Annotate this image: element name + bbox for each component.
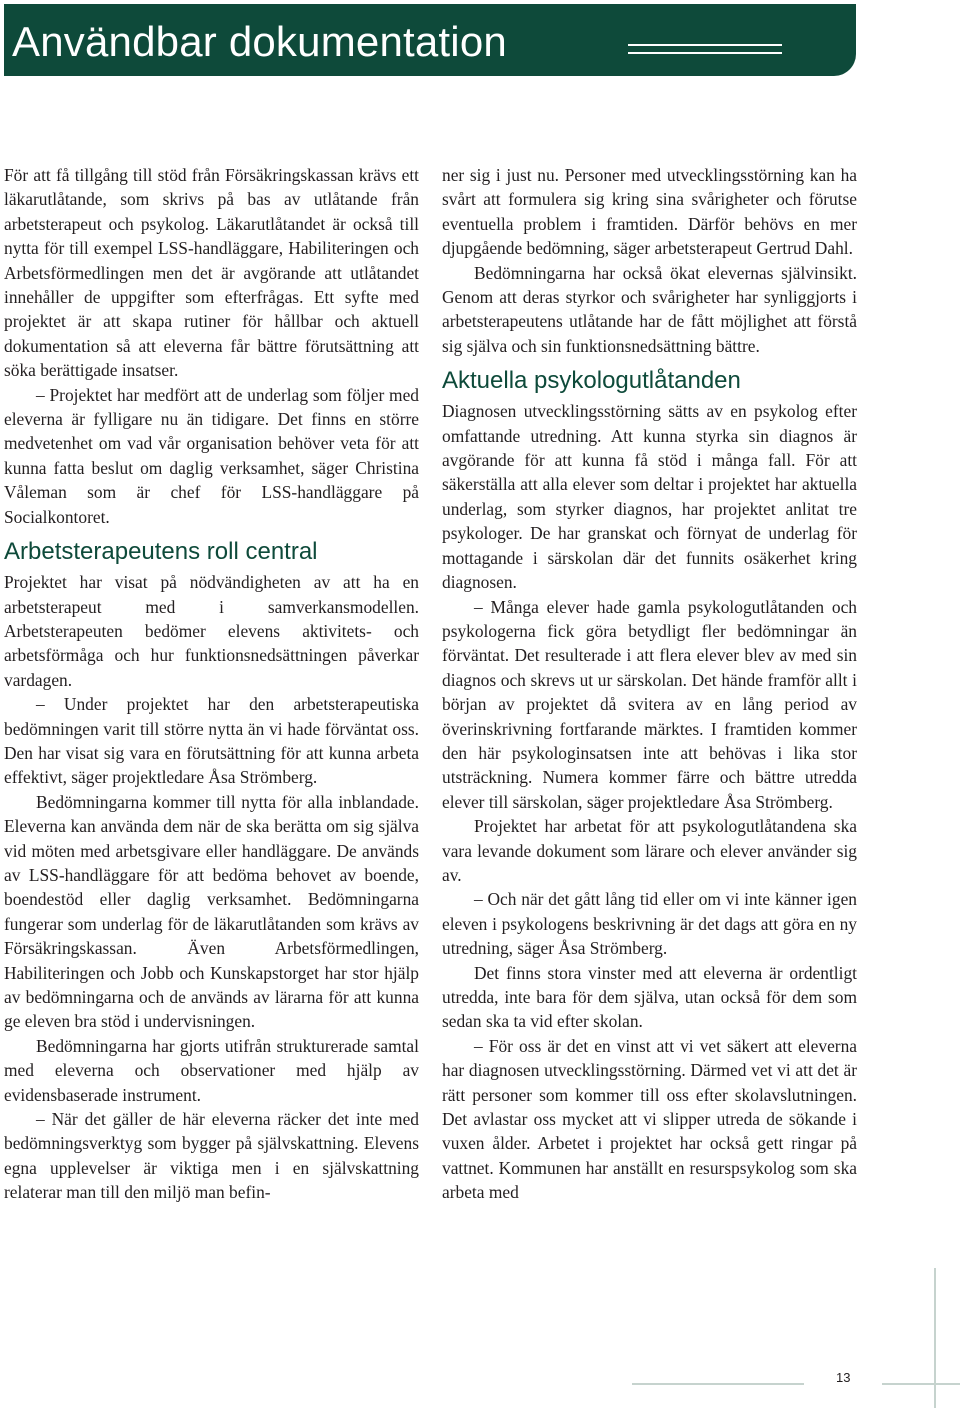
page-number: 13 [836, 1370, 851, 1385]
paragraph: För att få tillgång till stöd från Försäkringskassan krävs ett läkarutlåtande, som skrivs på bas av utlåtande från arbetsterapeut och psykolog. Läkarutlåtandet är också till nytta för till exempel LSS-handläggare, Habiliteringen och Arbetsförmedlingen men det är avgörande att utlåtandet innehåller de uppgifter som efterfrågas. Ett syfte med projektet är att skapa rutiner för hållbar och aktuell dokumentation så att eleverna får bättre förutsättning att söka berättigade insatser. [4, 165, 419, 381]
paragraph: – För oss är det en vinst att vi vet säkert att eleverna har diagnosen utvecklingsstörning. Därmed vet vi att det är rätt personer som kommer till oss efter skolavslutningen. Det avlastar oss mycket att vi slipper utreda de sökande i vuxen ålder. Arbetet i projektet har också gett ringar på vattnet. Kommunen har anställt en resurspsykolog som ska arbeta med [442, 1035, 857, 1203]
header-decorative-lines [628, 44, 782, 54]
paragraph: Diagnosen utvecklingsstörning sätts av en psykolog efter omfattande utredning. Att kunna styrka sin diagnos är avgörande för att kunna få stöd i många fall. För att säkerställa att alla elever som deltar i projektet har aktuella underlag, som styrker diagnos, har projektet anlitat tre psykologer. De har granskat och förnyat de underlag för mottagande i särskolan där det funnits osäkerhet kring diagnosen. [442, 401, 857, 593]
paragraph: – Och när det gått lång tid eller om vi inte känner igen eleven i psykologens beskrivning är det dags att göra en ny utredning, säger Åsa Strömberg. [442, 889, 857, 959]
paragraph: Projektet har visat på nödvändigheten av att ha en arbetsterapeut med i samverkansmodellen. Arbetsterapeuten bedömer elevens aktivitets- och arbetsförmåga och hur funktionsnedsättningen påverkar vardagen. [4, 572, 419, 690]
footer-cross-rule [882, 1383, 960, 1385]
right-column [442, 163, 857, 1205]
paragraph: – Projektet har medfört att de underlag som följer med eleverna är fylligare nu än tidigare. Det finns en större medvetenhet om vad vår organisation behöver veta för att kunna fatta beslut om daglig verksamhet, säger Christina Våleman som är chef för LSS-handläggare på Socialkontoret. [4, 384, 419, 527]
section-heading: Aktuella psykologutlåtanden [442, 367, 741, 395]
paragraph: Bedömningarna har gjorts utifrån strukturerade samtal med eleverna och observationer med hjälp av evidensbaserade instrument. [4, 1035, 419, 1105]
page-header-band [4, 4, 856, 76]
footer-rule [632, 1383, 804, 1385]
paragraph: – Många elever hade gamla psykologutlåtanden och psykologerna fick göra betydligt fler bedömningar än förväntat. Det resulterade i att flera elever blev av med sin diagnos och skrevs ut ur särskolan. Det hände framför allt i början av projektet då svitera av en lång period av överinskrivning fortfarande märktes. I framtiden kommer den här psykologinsatsen inte att behövas i lika stor utsträckning. Numera kommer färre och bättre utredda elever till särskolan, säger projektledare Åsa Strömberg. [442, 596, 857, 812]
paragraph: ner sig i just nu. Personer med utvecklingsstörning kan ha svårt att formulera sig kring sina svårigheter och förutse eventuella problem i framtiden. Därför behövs en mer djupgående bedömning, säger arbetsterapeut Gertrud Dahl. [442, 165, 857, 259]
footer-vertical-rule [934, 1268, 936, 1408]
left-column [4, 163, 419, 1205]
paragraph: Det finns stora vinster med att eleverna är ordentligt utredda, inte bara för dem själva, utan också för dem som sedan ska ta vid efter skolan. [442, 962, 857, 1032]
paragraph: – När det gäller de här eleverna räcker det inte med bedömningsverktyg som bygger på självskattning. Elevens egna upplevelser är viktiga men i en självskattning relaterar man till den miljö man befin- [4, 1109, 419, 1203]
page-title: Användbar dokumentation [12, 18, 507, 65]
paragraph: – Under projektet har den arbetsterapeutiska bedömningen varit till större nytta än vi hade förväntat oss. Den har visat sig vara en förutsättning för att kunna arbeta effektivt, säger projektledare Åsa Strömberg. [4, 694, 419, 788]
paragraph: Bedömningarna kommer till nytta för alla inblandade. Eleverna kan använda dem när de ska berätta om sig själva vid möten med arbetsgivare eller handläggare. De används av LSS-handläggare för att bedöma behovet av boende, boendestöd eller daglig verksamhet. Bedömningarna fungerar som underlag för de läkarutlåtanden som krävs av Försäkringskassan. Även Arbetsförmedlingen, Habiliteringen och Jobb och Kunskapstorget har stor hjälp av bedömningarna och de används av lärarna för att kunna ge eleven bra stöd i undervisningen. [4, 791, 419, 1032]
paragraph: Bedömningarna har också ökat elevernas självinsikt. Genom att deras styrkor och svårigheter har synliggjorts i arbetsterapeutens utlåtande har de fått möjlighet att förstå sig själva och sin funktionsnedsättning bättre. [442, 262, 857, 356]
paragraph: Projektet har arbetat för att psykologutlåtandena ska vara levande dokument som lärare och elever använder sig av. [442, 816, 857, 885]
section-heading: Arbetsterapeutens roll central [4, 538, 318, 566]
